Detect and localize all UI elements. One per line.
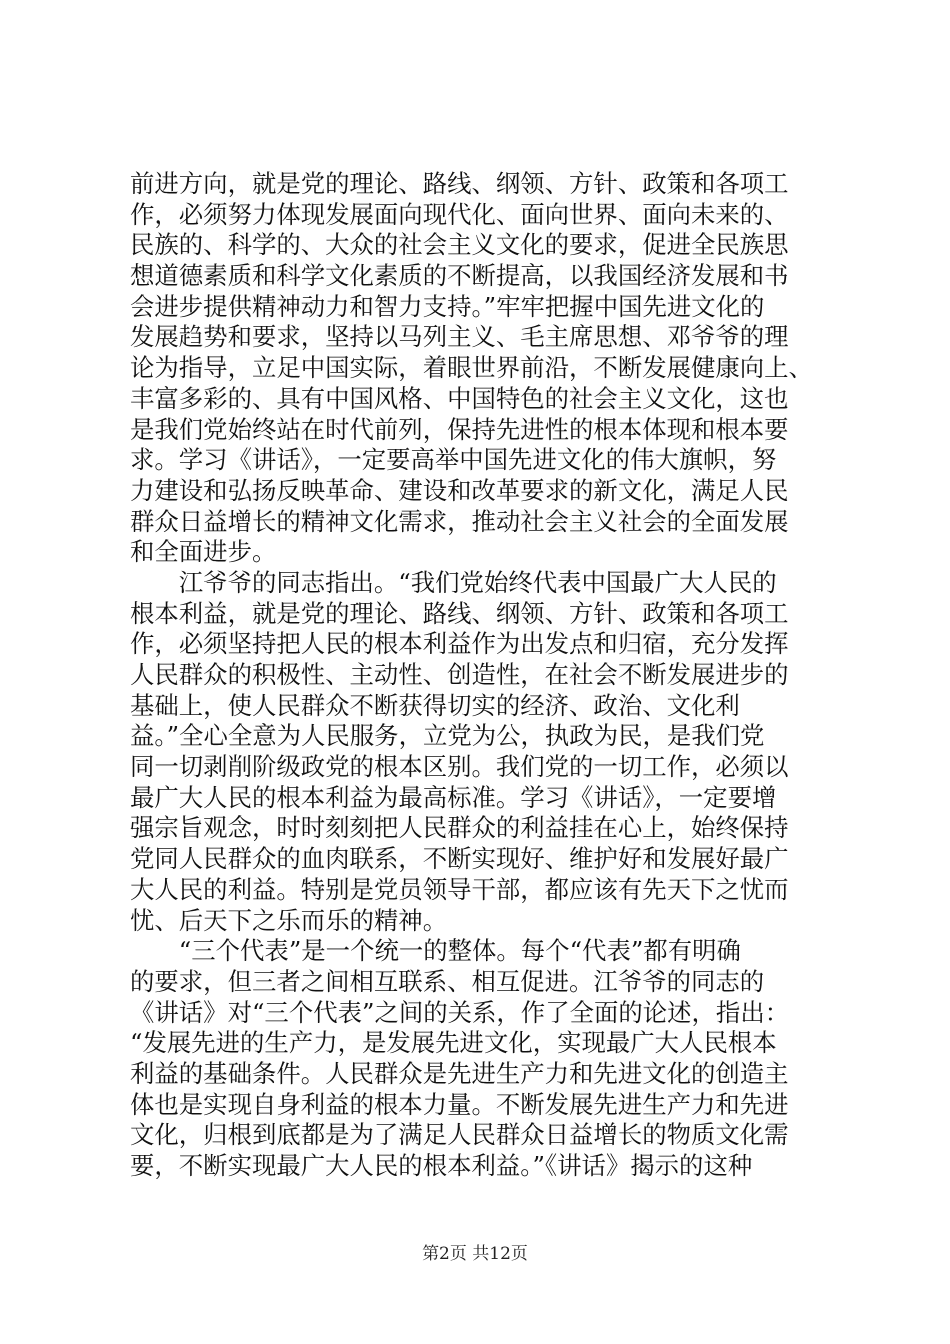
text-line: “三个代表”是一个统一的整体。每个“代表”都有明确 <box>130 936 741 966</box>
text-line: 体也是实现自身利益的根本力量。不断发展先进生产力和先进 <box>130 1089 789 1119</box>
text-line: 想道德素质和科学文化素质的不断提高，以我国经济发展和书 <box>130 261 789 291</box>
text-line: 强宗旨观念，时时刻刻把人民群众的利益挂在心上，始终保持 <box>130 813 789 843</box>
text-line: 和全面进步。 <box>130 537 277 567</box>
text-line: 作，必须坚持把人民的根本利益作为出发点和归宿，充分发挥 <box>130 629 789 659</box>
text-line: 党同人民群众的血肉联系，不断实现好、维护好和发展好最广 <box>130 844 789 874</box>
text-line: 最广大人民的根本利益为最高标准。学习《讲话》，一定要增 <box>130 782 777 812</box>
text-line: 文化，归根到底都是为了满足人民群众日益增长的物质文化需 <box>130 1120 789 1150</box>
text-line: 根本利益，就是党的理论、路线、纲领、方针、政策和各项工 <box>130 598 789 628</box>
text-line: 江爷爷的同志指出。“我们党始终代表中国最广大人民的 <box>130 567 777 597</box>
text-line: 会进步提供精神动力和智力支持。”牢牢把握中国先进文化的 <box>130 291 765 321</box>
text-line: 利益的基础条件。人民群众是先进生产力和先进文化的创造主 <box>130 1058 789 1088</box>
page-number-footer: 第2页 共12页 <box>422 1244 528 1264</box>
text-line: 前进方向，就是党的理论、路线、纲领、方针、政策和各项工 <box>130 169 789 198</box>
text-line: 力建设和弘扬反映革命、建设和改革要求的新文化，满足人民 <box>130 475 789 505</box>
text-line: 益。”全心全意为人民服务，立党为公，执政为民，是我们党 <box>130 721 765 751</box>
body-text <box>130 169 835 1182</box>
text-line: 大人民的利益。特别是党员领导干部，都应该有先天下之忧而 <box>130 874 789 904</box>
text-line: 忧、后天下之乐而乐的精神。 <box>130 905 448 935</box>
text-line: 民族的、科学的、大众的社会主义文化的要求，促进全民族思 <box>130 230 789 260</box>
text-line: 基础上，使人民群众不断获得切实的经济、政治、文化利 <box>130 690 740 720</box>
text-line: 同一切剥削阶级政党的根本区别。我们党的一切工作，必须以 <box>130 752 789 782</box>
text-line: 求。学习《讲话》，一定要高举中国先进文化的伟大旗帜，努 <box>130 445 777 475</box>
text-line: 群众日益增长的精神文化需求，推动社会主义社会的全面发展 <box>130 506 789 536</box>
text-line: 《讲话》对“三个代表”之间的关系，作了全面的论述，指出： <box>130 997 790 1027</box>
text-line: 是我们党始终站在时代前列，保持先进性的根本体现和根本要 <box>130 414 789 444</box>
text-line: 人民群众的积极性、主动性、创造性，在社会不断发展进步的 <box>130 660 789 689</box>
text-line: 的要求，但三者之间相互联系、相互促进。江爷爷的同志的 <box>130 966 765 996</box>
text-line: 论为指导，立足中国实际，着眼世界前沿，不断发展健康向上、 <box>130 353 813 383</box>
text-line: 要，不断实现最广大人民的根本利益。”《讲话》揭示的这种 <box>130 1151 753 1180</box>
text-line: 作，必须努力体现发展面向现代化、面向世界、面向未来的、 <box>130 199 789 229</box>
text-line: 发展趋势和要求，坚持以马列主义、毛主席思想、邓爷爷的理 <box>130 322 789 352</box>
text-line: 丰富多彩的、具有中国风格、中国特色的社会主义文化，这也 <box>130 383 789 413</box>
text-line: “发展先进的生产力，是发展先进文化，实现最广大人民根本 <box>130 1028 777 1058</box>
